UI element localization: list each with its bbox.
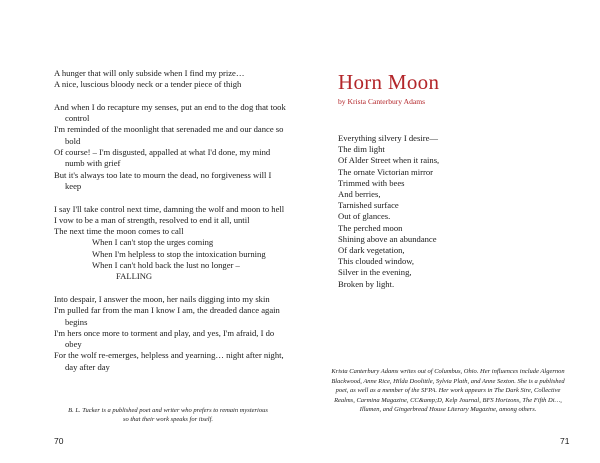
poem-line: And when I do recapture my senses, put an end to the dog that took control	[54, 101, 286, 124]
poem-line: I'm pulled far from the man I know I am, the dreaded dance again begins	[54, 305, 280, 327]
poem-line: When I'm helpless to stop the intoxication burning	[92, 248, 266, 259]
stanza	[54, 294, 286, 373]
page-number-right: 71	[560, 436, 570, 446]
poem-line: The ornate Victorian mirror	[338, 166, 434, 177]
poem-line: A hunger that will only subside when I find my prize…	[54, 68, 245, 78]
poem-line: Into despair, I answer the moon, her nails digging into my skin	[54, 293, 270, 304]
stanza	[54, 68, 286, 91]
poem-title: Horn Moon	[338, 70, 440, 94]
poem-line: Tarnished surface	[338, 200, 399, 211]
poem-byline: by Krista Canterbury Adams	[338, 97, 426, 106]
poem-line: Trimmed with bees	[338, 177, 405, 188]
poem-line: FALLING	[116, 271, 153, 282]
poem-line: But it's always too late to mourn the dead, no forgiveness will I keep	[54, 169, 272, 191]
poem-line: This clouded window,	[338, 256, 415, 267]
poem-line: A nice, luscious bloody neck or a tender piece of thigh	[54, 79, 242, 90]
poem-line: I'm hers once more to torment and play, and yes, I'm afraid, I do obey	[54, 327, 275, 350]
stanza	[54, 204, 286, 283]
poem-line: The dim light	[338, 144, 385, 155]
poem-line: I say I'll take control next time, damning the wolf and moon to hell	[54, 203, 285, 214]
poem-line: When I can't hold back the lust no longer –	[92, 260, 240, 271]
poem-line: For the wolf re-emerges, helpless and yearning… night after night, day after day	[54, 350, 284, 372]
poem-line: The perched moon	[338, 222, 403, 233]
poem-line: Shining above an abundance	[338, 233, 437, 244]
poem-line: Of Alder Street when it rains,	[338, 155, 440, 166]
poem-line: Out of glances.	[338, 211, 391, 222]
poem-line: I vow to be a man of strength, resolved to end it all, until	[54, 214, 250, 225]
author-bio-right: Krista Canterbury Adams writes out of Columbus, Ohio. Her influences include Algernon Blackwood, Anne Rice, Hilda Doolittle, Sylvia Plath, and Anne Sexton. She is a published poet, as well as a member of the SFPA. Her work appears in The Dark Sire, Collective Realms, Carmina Magazine, CC&amp;D, Kelp Journal, BFS Horizons, The Fifth Di…, Illumen, and Gingerbread House Literary Magazine, among others.	[331, 368, 565, 414]
right-poem	[338, 133, 548, 290]
poem-line: When I can't stop the urges coming	[92, 237, 214, 248]
poem-line: Silver in the evening,	[338, 267, 412, 278]
page-number-left: 70	[54, 436, 64, 446]
poem-line: Everything silvery I desire—	[338, 133, 438, 143]
poem-line: Broken by light.	[338, 278, 395, 289]
poem-line: Of dark vegetation,	[338, 245, 405, 256]
poem-line: Of course! – I'm disgusted, appalled at what I'd done, my mind numb with grief	[54, 147, 271, 169]
poem-line: The next time the moon comes to call	[54, 226, 184, 237]
stanza	[54, 102, 286, 192]
left-poem	[54, 68, 286, 384]
author-bio-left: B. L. Tucker is a published poet and writer who prefers to remain mysterious so that their work speaks for itself.	[68, 407, 268, 423]
poem-line: I'm reminded of the moonlight that serenaded me and our dance so bold	[54, 124, 284, 146]
poem-line: And berries,	[338, 189, 381, 200]
